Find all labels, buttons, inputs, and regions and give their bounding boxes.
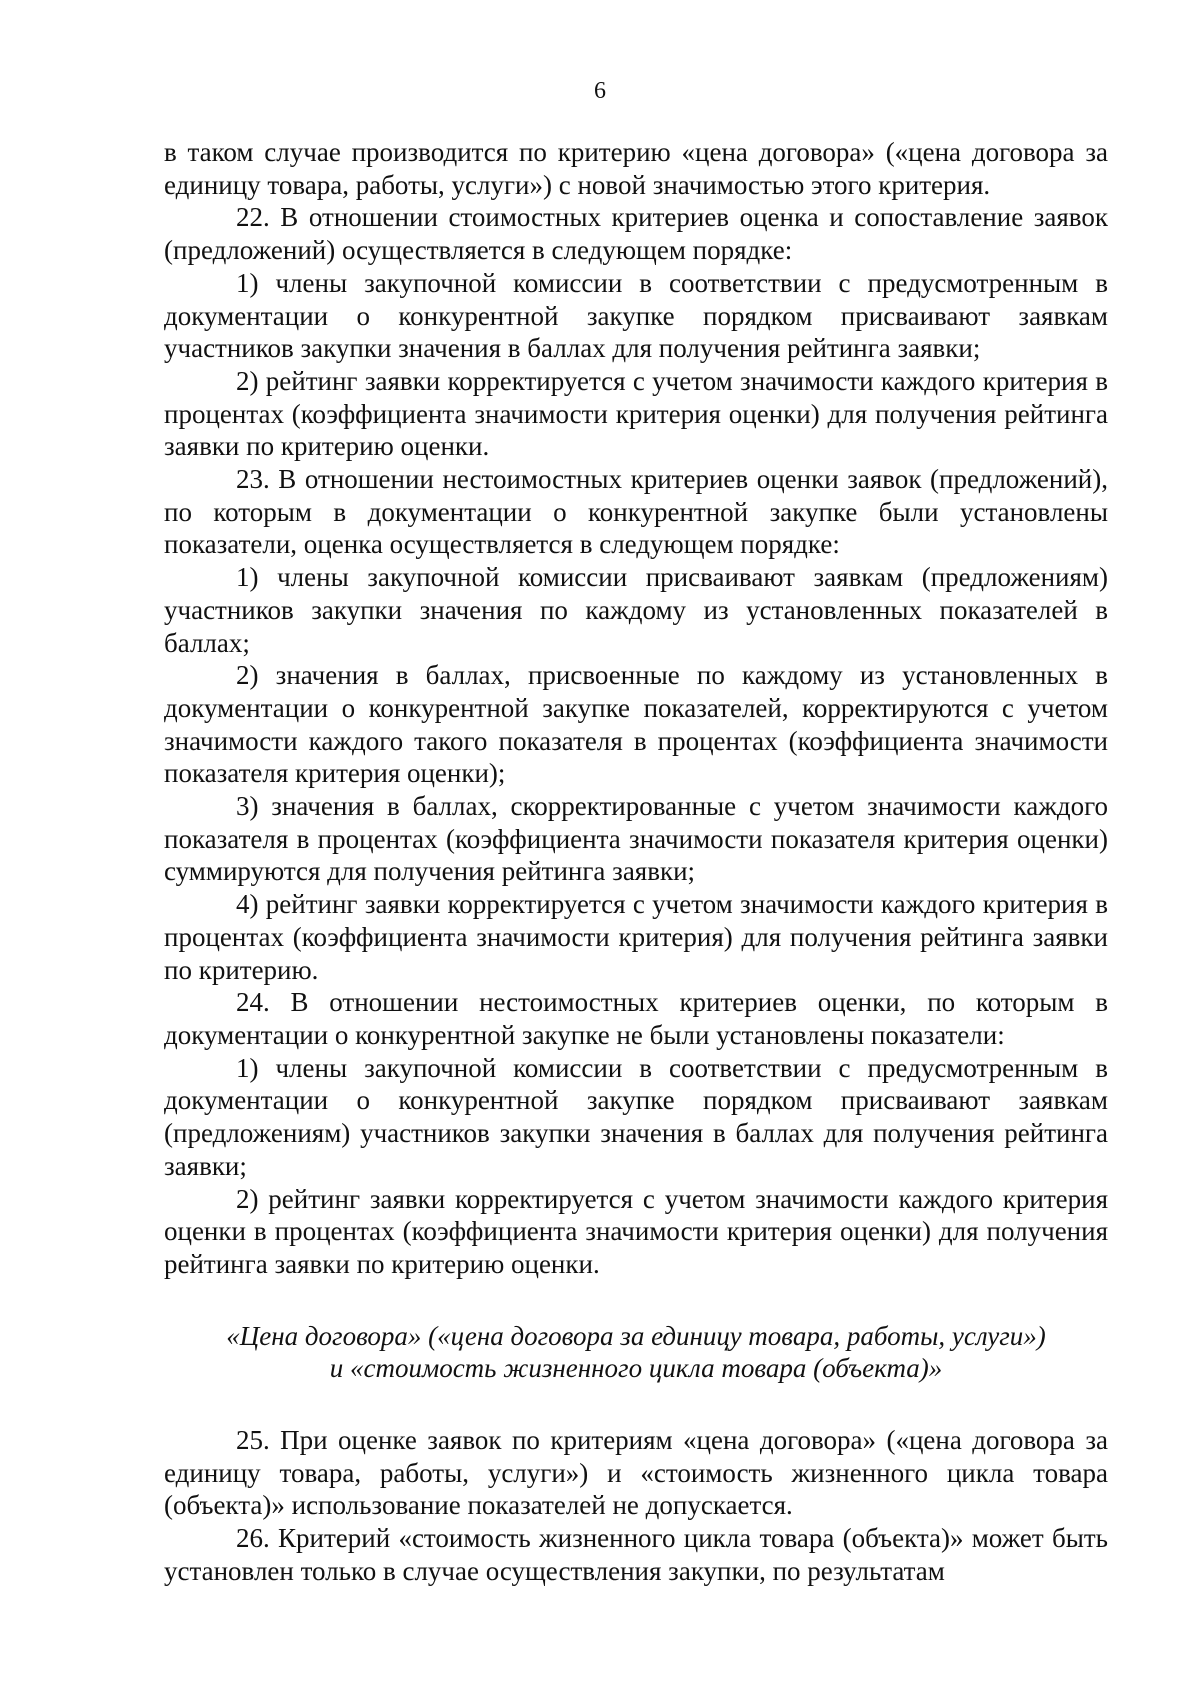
paragraph-22: 22. В отношении стоимостных критериев оценка и сопоставление заявок (предложений) осуществляется в следующем порядке:	[164, 202, 1108, 266]
paragraph-23-item-3: 3) значения в баллах, скорректированные с учетом значимости каждого показателя в процентах (коэффициента значимости показателя критерия оценки) суммируются для получения рейтинга заявки;	[164, 791, 1108, 887]
paragraph-26: 26. Критерий «стоимость жизненного цикла товара (объекта)» может быть установлен только в случае осуществления закупки, по результатам	[164, 1523, 1108, 1586]
paragraph-25: 25. При оценке заявок по критериям «цена договора» («цена договора за единицу товара, работы, услуги») и «стоимость жизненного цикла товара (объекта)» использование показателей не допускается.	[164, 1425, 1108, 1521]
section-heading-line-2: и «стоимость жизненного цикла товара (объекта)»	[329, 1353, 943, 1384]
paragraph-23-item-2: 2) значения в баллах, присвоенные по каждому из установленных в документации о конкурентной закупке показателей, корректируются с учетом значимости каждого такого показателя в процентах (коэффициента значимости показателя критерия оценки);	[164, 660, 1108, 789]
paragraph-22-item-2: 2) рейтинг заявки корректируется с учетом значимости каждого критерия в процентах (коэффициента значимости критерия оценки) для получения рейтинга заявки по критерию оценки.	[164, 365, 1108, 462]
section-heading-line-1: «Цена договора» («цена договора за единицу товара, работы, услуги»)	[226, 1320, 1046, 1351]
section-heading	[164, 1320, 1108, 1385]
paragraph-24-item-2: 2) рейтинг заявки корректируется с учетом значимости каждого критерия оценки в процентах (коэффициента значимости критерия оценки) для получения рейтинга заявки по критерию оценки.	[164, 1183, 1108, 1279]
paragraph-22-item-1: 1) члены закупочной комиссии в соответствии с предусмотренным в документации о конкурентной закупке порядком присваивают заявкам участников закупки значения в баллах для получения рейтинга заявки;	[164, 267, 1108, 364]
document-body	[164, 136, 1108, 1588]
paragraph-24-item-1: 1) члены закупочной комиссии в соответствии с предусмотренным в документации о конкурентной закупке порядком присваивают заявкам (предложениям) участников закупки значения в баллах для получения рейтинга заявки;	[164, 1052, 1108, 1181]
paragraph-23-item-4: 4) рейтинг заявки корректируется с учетом значимости каждого критерия в процентах (коэффициента значимости критерия) для получения рейтинга заявки по критерию.	[164, 889, 1108, 985]
paragraph-23-item-1: 1) члены закупочной комиссии присваивают заявкам (предложениям) участников закупки значения по каждому из установленных показателей в баллах;	[164, 562, 1108, 658]
paragraph-continuation: в таком случае производится по критерию «цена договора» («цена договора за единицу товара, работы, услуги») с новой значимостью этого критерия.	[164, 137, 1108, 200]
paragraph-24: 24. В отношении нестоимостных критериев оценки, по которым в документации о конкурентной закупке не были установлены показатели:	[164, 987, 1108, 1050]
page-number: 6	[594, 78, 606, 104]
paragraph-23: 23. В отношении нестоимостных критериев оценки заявок (предложений), по которым в документации о конкурентной закупке были установлены показатели, оценка осуществляется в следующем порядке:	[164, 464, 1108, 560]
